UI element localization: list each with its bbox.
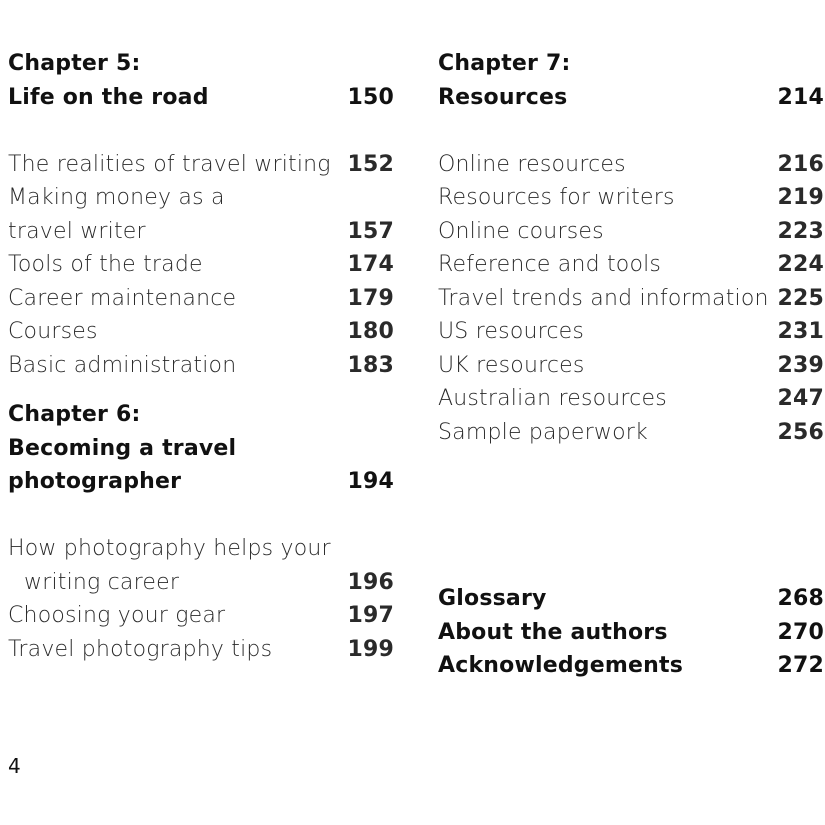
toc-entry [8,248,394,282]
toc-entry [8,599,394,633]
toc-entry-text: US resources [438,319,585,344]
toc-entry [438,215,824,249]
toc-entry-text: Making money as a [8,185,225,210]
toc-entry-text: Online resources [438,151,626,177]
page-ref: 152 [347,151,394,177]
toc-entry-text: Sample paperwork [438,419,648,445]
toc-entry [438,181,824,215]
toc-entry [8,349,394,383]
chapter-title: Resources [438,84,568,110]
back-matter-title: Acknowledgements [438,653,683,678]
toc-entry-text: Online courses [438,218,604,244]
page-ref: 247 [777,386,824,411]
toc-entry-text: Reference and tools [438,252,662,277]
toc-entry-text: Australian resources [438,386,667,411]
toc-entry-text: writing career [24,569,180,595]
toc-entry-text: Travel photography tips [8,636,273,662]
toc-entry [438,315,824,349]
page-ref: 268 [777,586,824,611]
toc-entry-text: Basic administration [8,352,237,378]
toc-entry [8,633,394,667]
toc-entry [438,416,824,450]
back-matter-title: About the authors [438,619,668,645]
chapter-6-heading-line1 [8,432,394,466]
toc-entry-text: Resources for writers [438,185,675,210]
chapter-6-label [8,398,394,432]
page-ref: 223 [777,218,824,244]
back-matter-entry [438,582,824,616]
page-ref: 256 [777,419,824,445]
toc-entry [8,215,394,249]
toc-entry-text: Courses [8,319,98,344]
toc-entry-text: How photography helps your [8,536,331,561]
page-ref: 196 [347,569,394,595]
page-ref: 197 [347,603,394,628]
page-ref: 157 [347,218,394,244]
page-ref: 150 [347,84,394,110]
back-matter-entry [438,649,824,683]
toc-entry [438,349,824,383]
toc-entry [8,282,394,316]
page-ref: 225 [777,285,824,311]
page-number: 4 [8,754,21,778]
toc-entry [8,181,394,215]
page-ref: 270 [777,619,824,645]
toc-entry-text: The realities of travel writing [8,151,331,177]
toc-entry-text: Travel trends and information [438,285,769,311]
chapter-7-label [438,47,824,81]
toc-entry-text: Tools of the trade [8,252,203,277]
chapter-7-heading [438,81,824,115]
toc-entry [8,148,394,182]
toc-entry [8,566,394,600]
toc-entry-text: Career maintenance [8,285,237,311]
chapter-5-heading [8,81,394,115]
toc-entry-text: travel writer [8,218,146,244]
toc-entry [438,282,824,316]
page-ref: 224 [777,252,824,277]
toc-entry [438,148,824,182]
toc-entry [438,248,824,282]
toc-entry [438,382,824,416]
page-ref: 214 [777,84,824,110]
page-ref: 231 [777,319,824,344]
chapter-label-text: Chapter 7: [438,51,571,76]
toc-right-column [438,47,824,683]
back-matter-entry [438,616,824,650]
toc-entry-text: UK resources [438,352,585,378]
chapter-5-label [8,47,394,81]
page-ref: 174 [347,252,394,277]
page-ref: 199 [347,636,394,662]
chapter-title: Becoming a travel [8,435,237,461]
chapter-label-text: Chapter 6: [8,402,141,427]
chapter-title: Life on the road [8,84,209,110]
chapter-label-text: Chapter 5: [8,51,141,76]
back-matter-title: Glossary [438,586,547,611]
page-ref: 219 [777,185,824,210]
page-ref: 272 [777,653,824,678]
chapter-6-heading-line2 [8,465,394,499]
page-ref: 183 [347,352,394,378]
chapter-title: photographer [8,469,182,494]
toc-entry [8,315,394,349]
toc-entry-text: Choosing your gear [8,603,226,628]
page-ref: 239 [777,352,824,378]
page-ref: 180 [347,319,394,344]
page-ref: 216 [777,151,824,177]
toc-left-column [8,47,394,666]
page-ref: 194 [347,469,394,494]
page-ref: 179 [347,285,394,311]
toc-entry [8,532,394,566]
